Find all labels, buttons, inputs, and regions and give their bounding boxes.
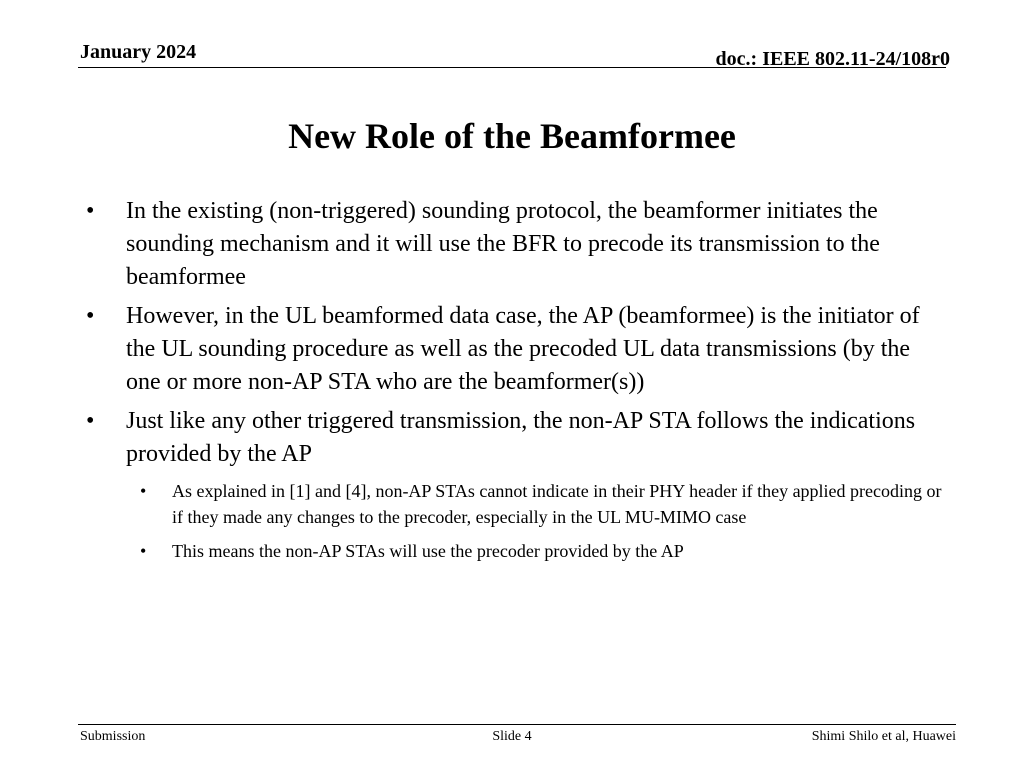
footer-slide-number: Slide 4 (492, 729, 532, 744)
footer-divider (78, 724, 956, 725)
header-divider (78, 67, 946, 68)
bullet-item (86, 300, 946, 399)
bullet-text: In the existing (non-triggered) sounding protocol, the beamformer initiates the sounding mechanism and it will use the BFR to precode its transmission to the beamformee (126, 198, 880, 290)
bullet-icon: • (86, 198, 95, 224)
sub-bullet-text: As explained in [1] and [4], non-AP STAs cannot indicate in their PHY header if they applied precoding or if they made any changes to the precoder, especially in the UL MU-MIMO case (172, 481, 942, 527)
sub-bullet-icon: • (140, 481, 147, 501)
sub-bullet-item (126, 538, 942, 564)
footer-authors: Shimi Shilo et al, Huawei (811, 729, 956, 744)
slide-title: New Role of the Beamformee (288, 116, 736, 156)
bullet-item (86, 195, 946, 294)
bullet-item (86, 405, 946, 564)
header-doc-id: doc.: IEEE 802.11-24/108r0 (715, 48, 950, 70)
bullet-text: Just like any other triggered transmission, the non-AP STA follows the indications provided by the AP (126, 408, 916, 467)
sub-bullet-list (126, 478, 946, 564)
sub-bullet-item (126, 478, 942, 530)
bullet-icon: • (86, 303, 95, 329)
bullet-text: However, in the UL beamformed data case, the AP (beamformee) is the initiator of the UL sounding procedure as well as the precoded UL data transmissions (by the one or more non-AP STA who are the beamformer(s)) (126, 303, 920, 395)
sub-bullet-text: This means the non-AP STAs will use the precoder provided by the AP (172, 541, 684, 561)
footer-submission: Submission (80, 729, 146, 744)
header-date: January 2024 (80, 41, 197, 63)
sub-bullet-icon: • (140, 541, 147, 561)
slide-content (86, 195, 946, 572)
bullet-icon: • (86, 408, 95, 434)
